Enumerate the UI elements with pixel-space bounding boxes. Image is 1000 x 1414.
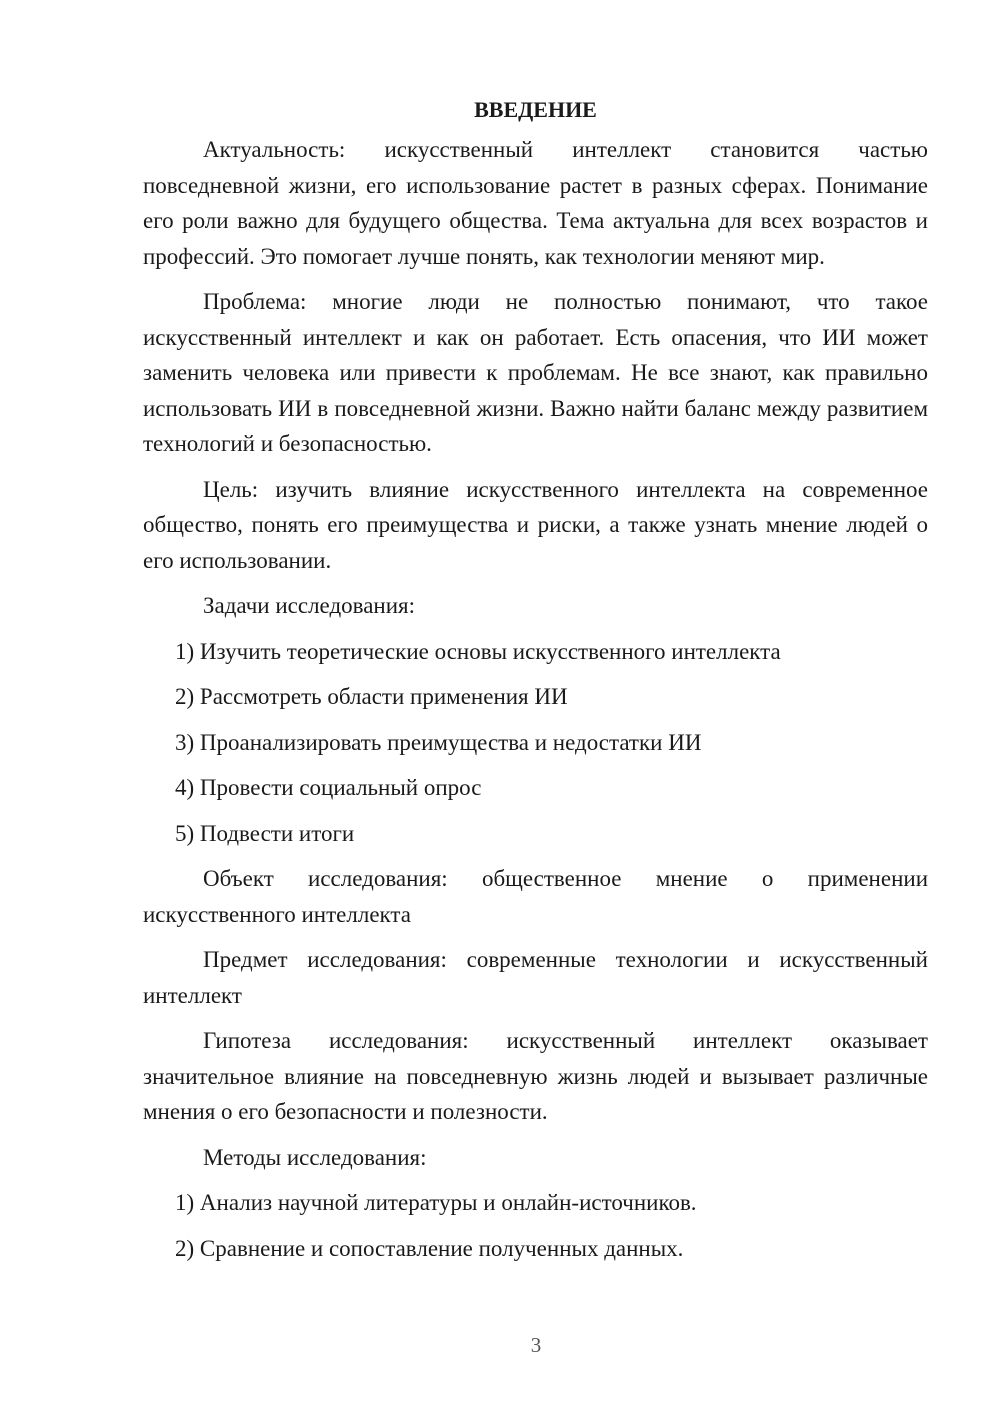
- list-item: 1) Изучить теоретические основы искусственного интеллекта: [175, 638, 781, 664]
- hypothesis-paragraph: Гипотеза исследования: искусственный интеллект оказывает значительное влияние на повседневную жизнь людей и вызывает различные мнения о его безопасности и полезности.: [143, 1028, 928, 1124]
- section-title: ВВЕДЕНИЕ: [474, 97, 597, 122]
- list-item: 5) Подвести итоги: [175, 820, 355, 846]
- page-number: 3: [530, 1333, 542, 1357]
- list-item: 1) Анализ научной литературы и онлайн-источников.: [175, 1190, 697, 1215]
- object-paragraph: Объект исследования: общественное мнение о применении искусственного интеллекта: [143, 866, 928, 927]
- list-item: 2) Рассмотреть области применения ИИ: [175, 684, 568, 709]
- subject-paragraph: Предмет исследования: современные технологии и искусственный интеллект: [143, 947, 928, 1008]
- page-content: [143, 92, 928, 1276]
- list-item: 3) Проанализировать преимущества и недостатки ИИ: [175, 729, 702, 755]
- tasks-list: [143, 634, 928, 852]
- relevance-paragraph: Актуальность: искусственный интеллект становится частью повседневной жизни, его использование растет в разных сферах. Понимание его роли важно для будущего общества. Тема актуальна для всех возрастов и профессий. Это помогает лучше понять, как технологии меняют мир.: [143, 137, 928, 269]
- methods-list: [143, 1185, 928, 1266]
- tasks-heading: Задачи исследования:: [203, 593, 416, 618]
- methods-heading: Методы исследования:: [203, 1144, 427, 1170]
- goal-paragraph: Цель: изучить влияние искусственного интеллекта на современное общество, понять его преимущества и риски, а также узнать мнение людей о его использовании.: [143, 476, 928, 573]
- list-item: 2) Сравнение и сопоставление полученных данных.: [175, 1235, 684, 1261]
- list-item: 4) Провести социальный опрос: [175, 775, 482, 800]
- problem-paragraph: Проблема: многие люди не полностью понимают, что такое искусственный интеллект и как он работает. Есть опасения, что ИИ может заменить человека или привести к проблемам. Не все знают, как правильно использовать ИИ в повседневной жизни. Важно найти баланс между развитием технологий и безопасностью.: [143, 289, 928, 456]
